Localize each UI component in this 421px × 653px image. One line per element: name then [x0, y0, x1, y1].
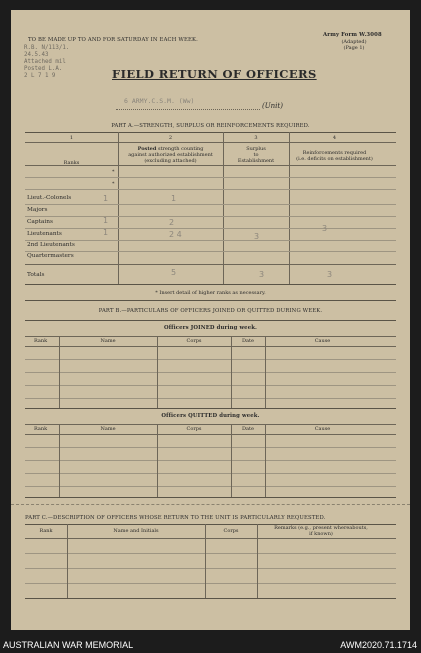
typed-line: R.B. N/113/1. — [24, 45, 70, 51]
joined-table-top — [25, 336, 396, 337]
col-number-rule — [25, 142, 396, 143]
unit-value: 6 ARMY.C.S.M. (Ww) — [124, 97, 195, 105]
pencil-total-posted: 5 — [171, 268, 177, 277]
part-c-col-sep — [67, 524, 68, 598]
row-rule — [25, 240, 396, 241]
part-c-bottom-rule — [25, 598, 396, 599]
posted-header-line: against authorized establishment — [128, 152, 213, 158]
part-a-col-sep — [289, 132, 290, 284]
rank-label: Quartermasters — [27, 253, 74, 259]
quitted-col-sep — [59, 424, 60, 497]
part-a-col-sep — [223, 132, 224, 284]
remarks-header-line: Remarks (e.g., present whereabouts, — [274, 525, 368, 531]
quitted-col-cause: Cause — [314, 426, 331, 432]
pencil-mark: 1 — [103, 216, 109, 225]
row-rule — [25, 177, 396, 178]
quitted-table-top — [25, 424, 396, 425]
unit-dotted-line — [116, 109, 260, 110]
row-rule — [25, 473, 396, 474]
part-a-bottom-rule — [25, 284, 396, 285]
joined-col-date: Date — [242, 338, 254, 344]
quitted-table-bottom — [25, 497, 396, 498]
part-c-header-rule — [25, 538, 396, 539]
reinforcements-header-line: (i.e. deficits on establishment) — [296, 156, 373, 162]
part-c-col-name: Name and Initials — [113, 528, 159, 534]
typed-line: Attached mil — [24, 59, 66, 65]
joined-col-cause: Cause — [314, 338, 331, 344]
surplus-header — [223, 146, 289, 164]
pencil-reinforcements: 3 — [322, 224, 328, 233]
pencil-mark: 1 — [103, 228, 109, 237]
row-rule — [25, 204, 396, 205]
unit-label: (Unit) — [262, 102, 283, 110]
rank-label: 2nd Lieutenants — [27, 242, 75, 248]
row-rule — [25, 460, 396, 461]
posted-header-bold: Posted — [137, 146, 157, 152]
footer-accession-number: AWM2020.71.1714 — [340, 640, 417, 650]
part-b-heading-rule — [25, 320, 396, 321]
adapted-note: (Adapted) — [341, 39, 367, 45]
pencil-total-reinforcements: 3 — [327, 270, 333, 279]
part-c-heading: PART C.—DESCRIPTION OF OFFICERS WHOSE RETURN TO THE UNIT IS PARTICULARLY REQUESTED. — [25, 515, 326, 521]
col-number-4: 4 — [332, 135, 337, 141]
typed-line: 2 L 7 1 9 — [24, 73, 56, 79]
reinforcements-header-line: Reinforcements required — [302, 150, 367, 156]
row-rule — [25, 372, 396, 373]
header-bottom-rule — [25, 165, 396, 166]
joined-col-corps: Corps — [186, 338, 202, 344]
row-rule — [25, 228, 396, 229]
quitted-col-sep — [157, 424, 158, 497]
joined-col-rank: Rank — [34, 338, 48, 344]
pencil-posted: 2 — [169, 218, 175, 227]
asterisk-mark: * — [112, 181, 115, 187]
reinforcements-header — [289, 150, 380, 162]
joined-col-name: Name — [100, 338, 116, 344]
page-note: (Page 1) — [343, 45, 365, 51]
pencil-mark: 1 — [103, 194, 109, 203]
part-b-top-rule — [25, 300, 396, 301]
part-a-footnote: * Insert detail of higher ranks as necessary. — [155, 290, 266, 296]
row-rule — [25, 189, 396, 190]
posted-header-line: (excluding attached) — [144, 158, 197, 164]
top-note: TO BE MADE UP TO AND FOR SATURDAY IN EACH WEEK. — [28, 37, 198, 43]
quitted-col-sep — [265, 424, 266, 497]
fold-line — [11, 504, 410, 505]
part-c-col-sep — [257, 524, 258, 598]
rank-label: Majors — [27, 207, 48, 213]
row-rule — [25, 447, 396, 448]
quitted-col-corps: Corps — [186, 426, 202, 432]
part-c-col-corps: Corps — [223, 528, 239, 534]
joined-col-sep — [59, 336, 60, 408]
quitted-col-date: Date — [242, 426, 254, 432]
typed-line: Posted L.A. — [24, 66, 63, 72]
footer-credit: AUSTRALIAN WAR MEMORIAL — [3, 640, 134, 650]
joined-col-sep — [231, 336, 232, 408]
part-c-col-rank: Rank — [39, 528, 53, 534]
row-rule — [25, 398, 396, 399]
posted-header — [118, 146, 223, 164]
part-a-heading: PART A.—STRENGTH, SURPLUS OR REINFORCEMENTS REQUIRED. — [111, 123, 310, 129]
part-b-heading: PART B.—PARTICULARS OF OFFICERS JOINED OR QUITTED DURING WEEK. — [98, 308, 323, 314]
remarks-header-line: if known) — [309, 531, 333, 537]
joined-title: Officers JOINED during week. — [163, 325, 258, 331]
col-number-2: 2 — [168, 135, 173, 141]
totals-label: Totals — [27, 272, 45, 278]
row-rule — [25, 251, 396, 252]
pencil-posted: 2 4 — [169, 230, 182, 239]
quitted-header-rule — [25, 434, 396, 435]
joined-table-bottom — [25, 408, 396, 409]
row-rule — [25, 486, 396, 487]
row-rule — [25, 553, 396, 554]
typed-reference — [24, 45, 69, 80]
form-title: FIELD RETURN OF OFFICERS — [112, 67, 317, 81]
part-c-col-sep — [205, 524, 206, 598]
totals-top-rule — [25, 264, 396, 265]
rank-label: Lieut.-Colonels — [27, 195, 72, 201]
surplus-header-line: Surplus — [246, 146, 266, 152]
quitted-col-name: Name — [100, 426, 116, 432]
army-form-number: Army Form W.3008 — [323, 32, 382, 38]
col-number-3: 3 — [254, 135, 258, 141]
rank-label: Captains — [27, 219, 53, 225]
row-rule — [25, 385, 396, 386]
surplus-header-line: to — [253, 152, 259, 158]
rank-label: Lieutenants — [27, 231, 62, 237]
part-c-col-remarks — [257, 525, 385, 537]
part-a-top-rule — [25, 132, 396, 133]
row-rule — [25, 583, 396, 584]
col-number-1: 1 — [69, 135, 74, 141]
row-rule — [25, 568, 396, 569]
row-rule — [25, 359, 396, 360]
typed-line: 24.5.43 — [24, 52, 49, 58]
row-rule — [25, 216, 396, 217]
quitted-title: Officers QUITTED during week. — [161, 413, 260, 419]
part-a-col-sep — [118, 132, 119, 284]
form-paper — [11, 10, 410, 630]
joined-col-sep — [157, 336, 158, 408]
pencil-posted: 1 — [171, 194, 177, 203]
posted-header-rest: strength counting — [156, 146, 204, 152]
quitted-col-sep — [231, 424, 232, 497]
surplus-header-line: Establishment — [237, 158, 275, 164]
joined-col-sep — [265, 336, 266, 408]
pencil-surplus: 3 — [254, 232, 260, 241]
joined-header-rule — [25, 346, 396, 347]
quitted-col-rank: Rank — [34, 426, 48, 432]
pencil-total-surplus: 3 — [259, 270, 265, 279]
ranks-header: Ranks — [63, 160, 80, 166]
asterisk-mark: * — [112, 169, 115, 175]
